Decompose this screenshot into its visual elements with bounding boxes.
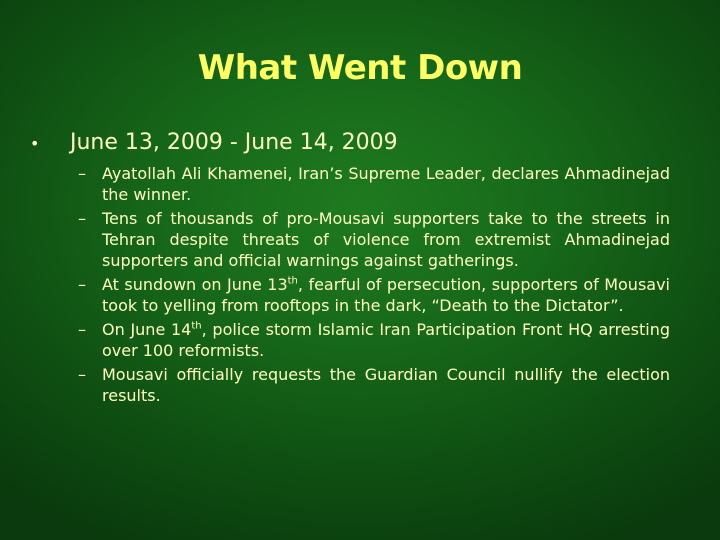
dash-bullet: – [78,275,86,294]
event-text: Tens of thousands of pro-Mousavi supporters take to the streets in Tehran despite threats of violence from extremist Ahmadinejad supporters and official warnings against gatherings. [102,209,670,270]
dash-bullet: – [78,164,86,183]
ordinal-suffix: th [287,275,298,287]
list-item [78,319,670,361]
slide-title: What Went Down [197,48,523,88]
list-item [78,208,670,271]
dash-bullet: – [78,209,86,228]
event-list [78,163,670,406]
event-text-end: , fearful of persecution, supporters of Mousavi took to yelling from rooftops in the dark, “Death to the Dictator”. [102,275,670,315]
list-item [78,274,670,316]
event-text-start: At sundown on June 13 [102,275,288,294]
event-text [102,319,670,361]
event-text-end: , police storm Islamic Iran Participation Front HQ arresting over 100 reformists. [102,320,671,360]
ordinal-suffix: th [191,320,202,332]
event-text: Ayatollah Ali Khamenei, Iran’s Supreme Leader, declares Ahmadinejad the winner. [102,164,670,204]
bullet-dot: • [30,134,40,153]
date-range-bullet [30,130,690,155]
dash-bullet: – [78,365,86,384]
list-item [78,364,670,406]
dash-bullet: – [78,320,86,339]
event-text [102,274,670,316]
event-text: Mousavi officially requests the Guardian Council nullify the election results. [102,365,670,405]
date-range-heading: June 13, 2009 - June 14, 2009 [70,130,398,155]
content-section [30,130,690,409]
list-item [78,163,670,205]
event-text-start: On June 14 [102,320,192,339]
